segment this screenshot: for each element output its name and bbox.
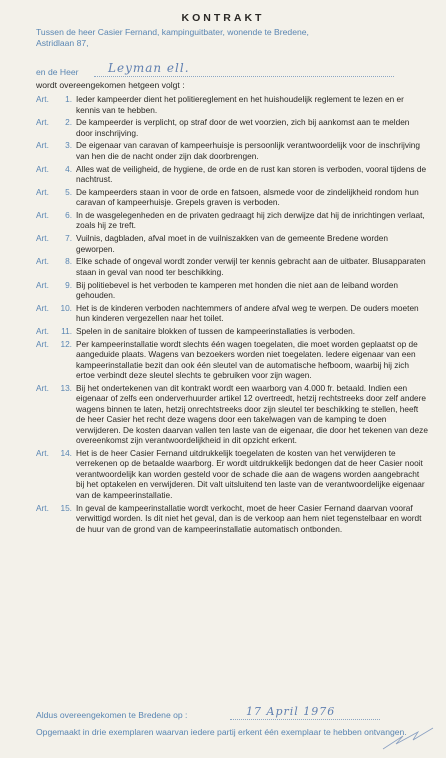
article-number: 14.: [60, 447, 72, 458]
article-number: 2.: [65, 117, 72, 128]
article-label: Art.: [36, 256, 49, 267]
article-number: 9.: [65, 279, 72, 290]
article-6: [36, 210, 428, 231]
heer-handwritten-name: Leyman ell.: [108, 61, 190, 75]
document-title: KONTRAKT: [181, 12, 265, 24]
article-number: 1.: [65, 94, 72, 104]
article-label: Art.: [36, 233, 49, 244]
article-text: Bij politiebevel is het verboden te kamperen met honden die niet aan de leiband worden gehouden.: [76, 279, 398, 300]
article-3: [36, 140, 428, 161]
article-number: 8.: [65, 256, 72, 267]
article-number: 7.: [65, 233, 72, 244]
handwritten-date: 17 April 1976: [246, 705, 336, 718]
articles-list: [36, 94, 428, 536]
intro-line-2: Astridlaan 87,: [36, 38, 89, 49]
article-9: [36, 280, 428, 301]
article-text: Alles wat de veiligheid, de hygiene, de orde en de rust kan storen is verboden, vooral tijdens de nachtrust.: [76, 163, 427, 185]
article-number: 3.: [65, 140, 72, 151]
article-label: Art.: [36, 279, 49, 290]
article-text: Spelen in de sanitaire blokken of tussen de kampeerinstallaties is verboden.: [76, 325, 356, 336]
article-text: In de wasgelegenheden en de privaten gedraagt hij zich derwijze dat hij de inrichtingen verlaat, zoals hij ze treft.: [76, 209, 425, 231]
article-text: De eigenaar van caravan of kampeerhuisje is persoonlijk verantwoordelijk voor de inschrijving van hen die de nacht onder zijn dak doorbrengen.: [76, 140, 421, 161]
article-label: Art.: [36, 163, 49, 174]
article-15: [36, 503, 428, 535]
article-number: 11.: [61, 325, 72, 336]
article-text: Het is de kinderen verboden nachtemmers of andere afval weg te werpen. De ouders moeten hun kinderen vergezellen naar het toilet.: [76, 302, 419, 324]
article-text: De kampeerder is verplicht, op straf door de wet voorzien, zich bij aankomst aan te melden door inschrijving.: [76, 117, 410, 138]
article-label: Art.: [36, 338, 49, 349]
heer-label: en de Heer: [36, 67, 79, 77]
article-number: 6.: [65, 209, 72, 220]
aldus-line: [36, 705, 426, 722]
article-label: Art.: [36, 94, 49, 104]
article-label: Art.: [36, 117, 49, 128]
article-number: 12.: [60, 338, 72, 349]
article-text: Ieder kampeerder dient het politiereglement en het huishoudelijk reglement te lezen en er kennis van te hebben.: [76, 94, 404, 115]
article-8: [36, 256, 428, 277]
article-5: [36, 187, 428, 208]
article-text: Elke schade of ongeval wordt zonder verwijl ter kennis gebracht aan de uitbater. Blusapparaten staan in geval van nood ter beschikking.: [76, 256, 426, 277]
heer-field: [36, 61, 396, 79]
article-1: [36, 94, 428, 115]
article-label: Art.: [36, 302, 49, 313]
heer-dotted-line: [94, 76, 394, 77]
article-12: [36, 339, 428, 381]
article-label: Art.: [36, 325, 49, 336]
article-4: [36, 164, 428, 185]
article-2: [36, 117, 428, 138]
article-number: 10.: [60, 302, 72, 313]
article-text: Het is de heer Casier Fernand uitdrukkelijk toegelaten de kosten van het verwijderen te verrekenen op de betaalde waarborg. Er wordt uitdrukkelijk bedongen dat de heer Casier nooit verantwoordelijk kan worden gesteld voor de schade die aan de wagens worden aangebracht bij het optakelen en verwijderen. Dit valt uitsluitend ten laste van de verantwoordelijke eigenaar van de kampeerinstallatie.: [76, 447, 425, 500]
overeengekomen-text: wordt overeengekomen hetgeen volgt :: [36, 80, 185, 90]
article-text: In geval de kampeerinstallatie wordt verkocht, moet de heer Casier Fernand daarvan vooraf verwittigd worden. Is dit niet het geval, dan is de verkoop aan hem niet tegenstelbaar en wordt de huur van de grond van de kampeerinstallatie automatisch ontbonden.: [76, 502, 422, 534]
intro-block: [36, 27, 426, 50]
date-dotted-line: [230, 719, 380, 720]
article-number: 5.: [65, 186, 72, 197]
article-label: Art.: [36, 502, 49, 513]
opgemaakt-text: Opgemaakt in drie exemplaren waarvan iedere partij erkent één exemplaar te hebben ontvangen.: [36, 727, 407, 737]
article-text: Bij het ondertekenen van dit kontrakt wordt een waarborg van 4.000 fr. betaald. Indien een eigenaar of zelfs een onderverhuurder artikel 12 overtreedt, hetzij rechtstreeks door zelf andere wagens binnen te laten, hetzij onrechtstreeks door zijn sleutel ter beschikking te stellen, heeft de heer Casier het recht deze wagens door een takelwagen van de kamping te doen verwijderen. De kosten daarvan vallen ten laste van de eigenaar, die door het tekenen van deze overeenkomst zijn verantwoordelijkheid in dit opzicht erkent.: [76, 382, 428, 446]
article-text: Per kampeerinstallatie wordt slechts één wagen toegelaten, die moet worden geplaatst op de aangeduide plaats. Wagens van bezoekers worden niet toegelaten. Iedere eigenaar van een kampeerinstallatie bezit dan ook één sleutel van de automatische hefboom, waarbij hij zich ertoe verbindt deze sleutel slechts te gebruiken voor zijn wagen.: [76, 338, 418, 381]
article-text: Vuilnis, dagbladen, afval moet in de vuilniszakken van de gemeente Bredene worden geworpen.: [76, 233, 388, 254]
article-label: Art.: [36, 209, 49, 220]
article-13: [36, 383, 428, 446]
article-label: Art.: [36, 382, 49, 393]
article-10: [36, 303, 428, 324]
article-11: [36, 326, 428, 337]
aldus-text: Aldus overeengekomen te Bredene op :: [36, 710, 188, 720]
article-label: Art.: [36, 447, 49, 458]
article-7: [36, 233, 428, 254]
article-label: Art.: [36, 186, 49, 197]
article-text: De kampeerders staan in voor de orde en fatsoen, alsmede voor de zindelijkheid rondom hun caravan of kampeerhuisje. Grepels graven is verboden.: [76, 186, 419, 208]
article-number: 4.: [65, 163, 72, 174]
intro-line-1: Tussen de heer Casier Fernand, kampinguitbater, wonende te Bredene,: [36, 27, 309, 37]
pen-scribble-mark: [378, 724, 438, 754]
article-number: 15.: [60, 502, 72, 513]
article-number: 13.: [60, 382, 72, 393]
article-14: [36, 448, 428, 501]
article-label: Art.: [36, 140, 49, 151]
